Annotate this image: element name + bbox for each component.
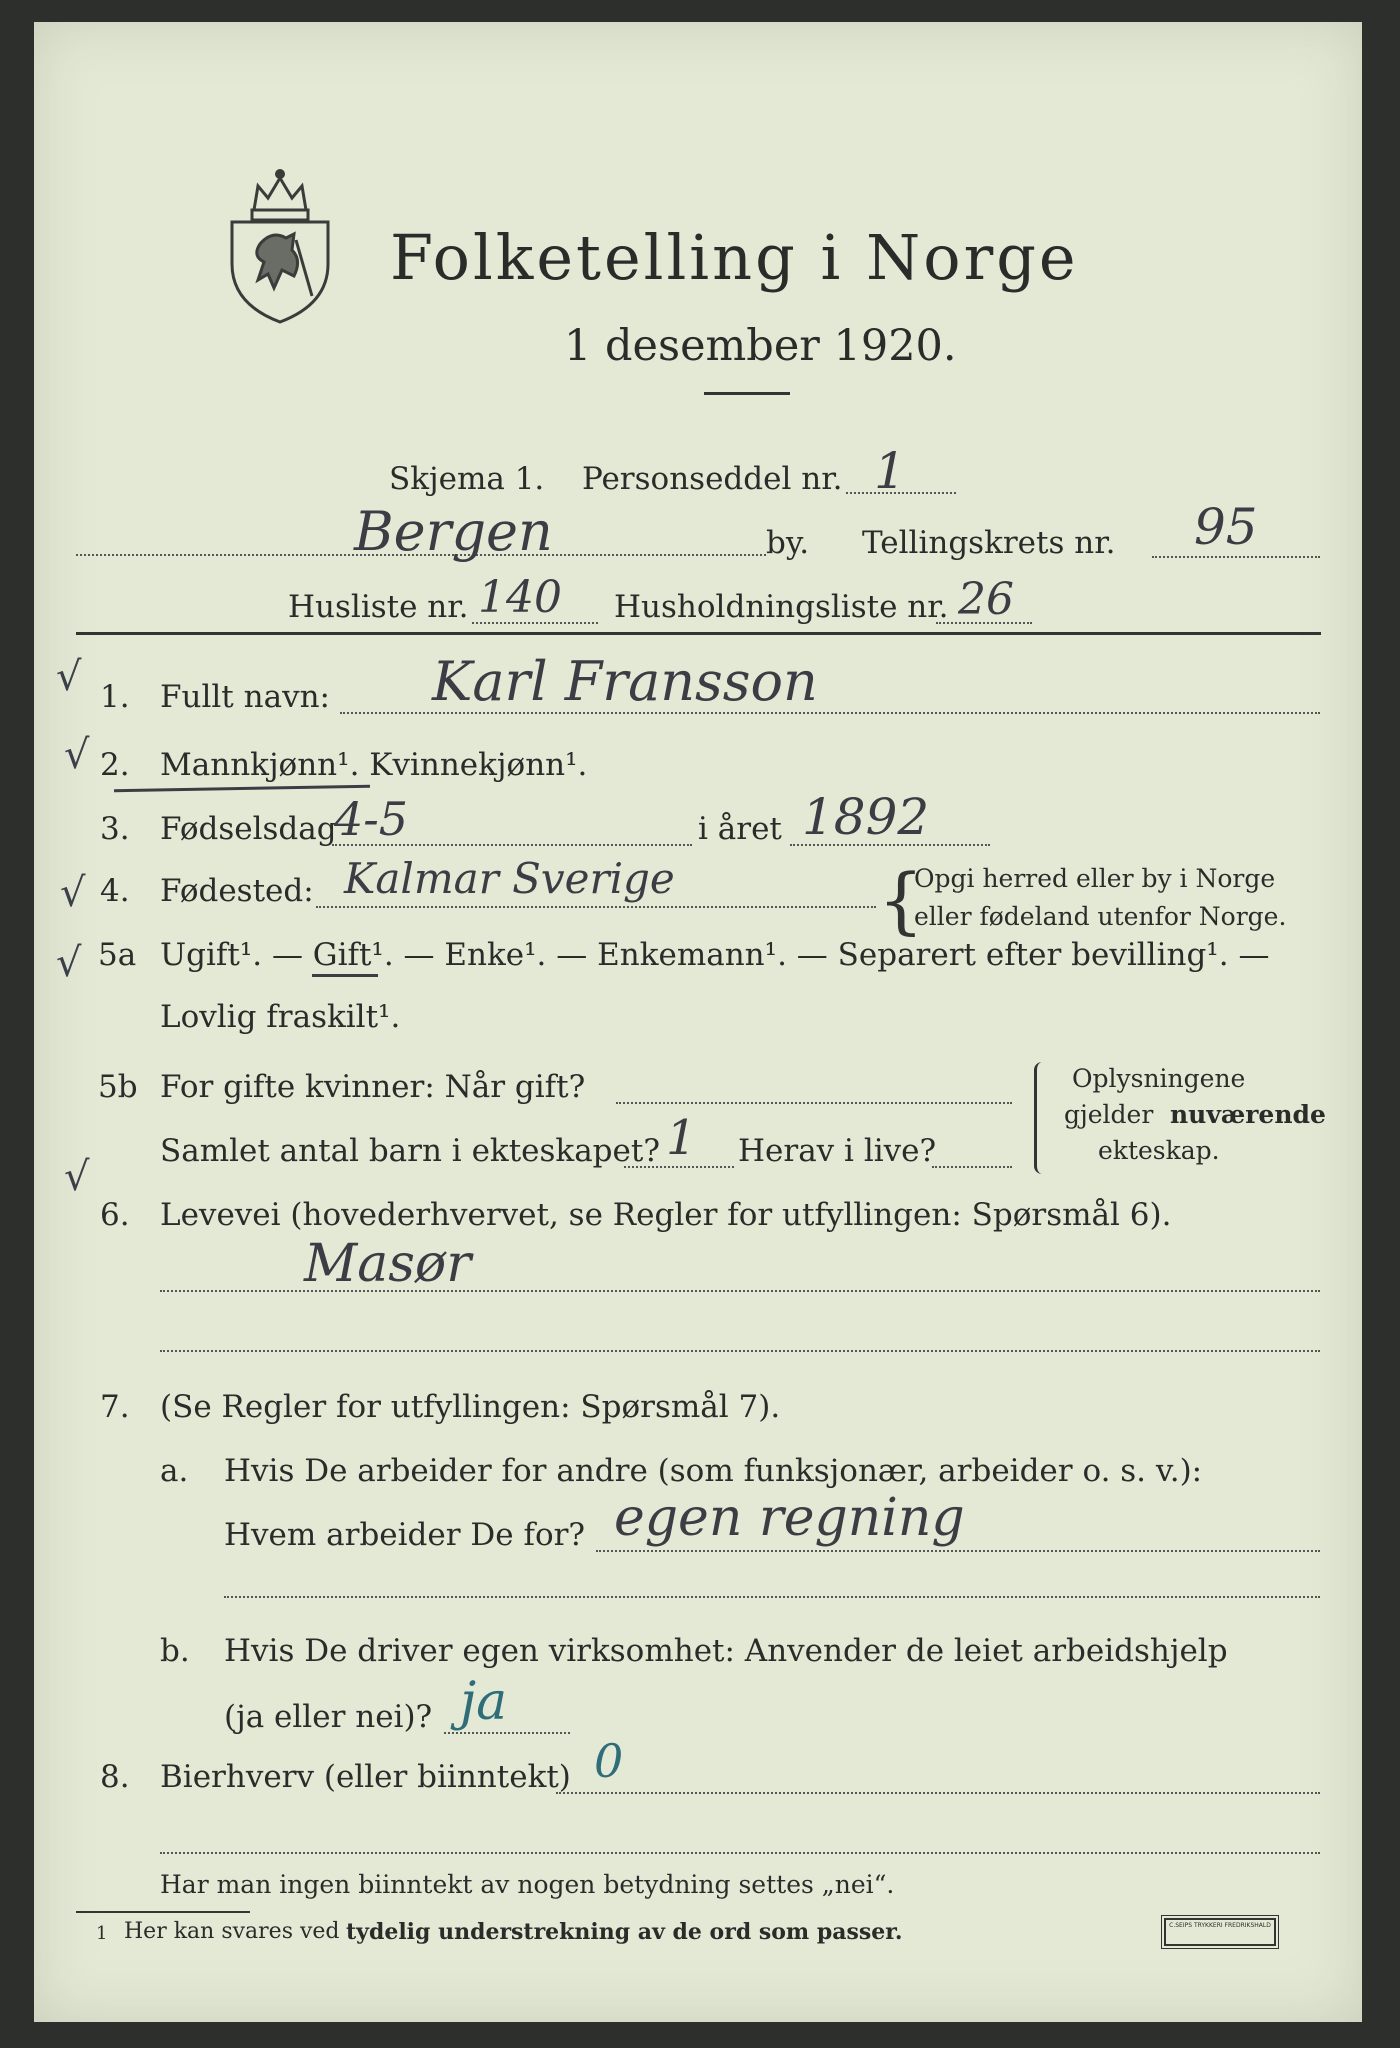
section-rule <box>76 632 1321 635</box>
q3-label: Fødselsdag <box>160 811 337 847</box>
footnote-text-b: tydelig understrekning av de ord som passer. <box>346 1919 903 1945</box>
q2-label: Mannkjønn¹. Kvinnekjønn¹. <box>160 747 588 783</box>
form-title: Folketelling i Norge <box>390 221 1079 294</box>
q3-day-value: 4-5 <box>334 792 409 846</box>
tellingskrets-label: Tellingskrets nr. <box>862 525 1116 561</box>
q4-note-line1: Opgi herred eller by i Norge <box>914 864 1276 893</box>
q7-number: 7. <box>100 1389 130 1425</box>
q8-note: Har man ingen biinntekt av nogen betydning settes „nei“. <box>160 1870 895 1899</box>
q5b-barn-value: 1 <box>666 1110 697 1166</box>
check-mark-1: √ <box>56 654 82 700</box>
tellingskrets-field[interactable] <box>1152 556 1320 558</box>
q6-value: Masør <box>304 1234 472 1294</box>
tellingskrets-value: 95 <box>1194 498 1258 556</box>
q5b-herav-field[interactable] <box>932 1166 1012 1168</box>
q4-note-brace: { <box>878 858 924 942</box>
footnote-mark: 1 <box>96 1923 108 1944</box>
q5a-line1: Ugift¹. — Gift¹. — Enke¹. — Enkemann¹. — Separert efter bevilling¹. — <box>160 937 1270 973</box>
q1-value: Karl Fransson <box>432 650 818 713</box>
q7b-line2: (ja eller nei)? <box>224 1699 433 1735</box>
q8-number: 8. <box>100 1759 130 1795</box>
q7a-letter: a. <box>160 1453 189 1489</box>
q5b-note-bracket <box>1034 1062 1047 1174</box>
personseddel-value: 1 <box>874 442 906 500</box>
q7b-field[interactable] <box>444 1732 570 1734</box>
q7a-field-line2[interactable] <box>224 1596 1320 1598</box>
q7a-field-line1[interactable] <box>596 1550 1320 1552</box>
q5a-line2: Lovlig fraskilt¹. <box>160 999 401 1035</box>
q5b-note-line1: Oplysningene <box>1072 1064 1246 1093</box>
q7b-value: ja <box>460 1672 508 1732</box>
husholdningsliste-label: Husholdningsliste nr. <box>614 589 949 625</box>
q6-number: 6. <box>100 1197 130 1233</box>
q5a-number: 5a <box>98 937 137 973</box>
by-label: by. <box>766 525 810 561</box>
q1-label: Fullt navn: <box>160 679 330 715</box>
q5b-note-line2a: gjelder <box>1064 1100 1154 1129</box>
q7b-line1: Hvis De driver egen virksomhet: Anvender de leiet arbeidshjelp <box>224 1633 1228 1669</box>
q5b-note-line2b: nuværende <box>1170 1100 1326 1129</box>
check-mark-6: √ <box>64 1154 90 1200</box>
q8-label: Bierhverv (eller biinntekt) <box>160 1759 571 1795</box>
q5b-number: 5b <box>98 1069 138 1105</box>
q1-number: 1. <box>100 679 130 715</box>
q7a-line1: Hvis De arbeider for andre (som funksjonær, arbeider o. s. v.): <box>224 1453 1203 1489</box>
q7-label: (Se Regler for utfyllingen: Spørsmål 7). <box>160 1389 781 1425</box>
q5b-barn-field[interactable] <box>624 1166 734 1168</box>
q4-note-line2: eller fødeland utenfor Norge. <box>914 902 1287 931</box>
q3-year-label: i året <box>698 811 782 847</box>
personseddel-label: Personseddel nr. <box>582 461 843 497</box>
q8-field-line2[interactable] <box>160 1852 1320 1854</box>
check-mark-4: √ <box>60 870 86 916</box>
q8-field-line1[interactable] <box>556 1792 1320 1794</box>
husliste-label: Husliste nr. <box>288 589 469 625</box>
title-divider <box>704 392 790 395</box>
q4-field[interactable] <box>316 906 876 908</box>
city-value: Bergen <box>354 500 553 563</box>
census-form <box>34 22 1362 2022</box>
q5b-line2-label: Samlet antal barn i ekteskapet? <box>160 1133 660 1169</box>
q3-number: 3. <box>100 811 130 847</box>
q4-value: Kalmar Sverige <box>344 854 675 903</box>
footnote-rule <box>76 1911 250 1913</box>
q6-label: Levevei (hovederhvervet, se Regler for utfyllingen: Spørsmål 6). <box>160 1197 1172 1233</box>
q5a-underline-gift <box>312 974 378 977</box>
q7a-line2: Hvem arbeider De for? <box>224 1517 586 1553</box>
check-mark-5a: √ <box>56 940 82 986</box>
printer-stamp-text: C.SEIPS TRYKKERI FREDRIKSHALD <box>1169 1922 1271 1929</box>
q7a-value: egen regning <box>614 1488 965 1548</box>
q2-underline-mannkjonn <box>114 785 370 792</box>
q3-year-value: 1892 <box>802 788 930 846</box>
q4-label: Fødested: <box>160 873 314 909</box>
q5b-herav-label: Herav i live? <box>738 1133 937 1169</box>
q6-field-line2[interactable] <box>160 1350 1320 1352</box>
printer-stamp <box>1164 1918 1276 1946</box>
q5b-nar-gift-field[interactable] <box>616 1102 1012 1104</box>
norwegian-coat-of-arms <box>224 164 336 324</box>
q5b-note-line3: ekteskap. <box>1098 1136 1220 1165</box>
q2-number: 2. <box>100 747 130 783</box>
q5b-line1-label: For gifte kvinner: Når gift? <box>160 1069 586 1105</box>
husliste-value: 140 <box>478 572 562 623</box>
skjema-label: Skjema 1. <box>389 461 545 497</box>
q4-number: 4. <box>100 873 130 909</box>
q7b-letter: b. <box>160 1633 190 1669</box>
check-mark-2: √ <box>64 732 90 778</box>
q8-value: 0 <box>594 1734 624 1788</box>
footnote-text-a: Her kan svares ved <box>124 1919 340 1944</box>
census-date: 1 desember 1920. <box>564 321 957 371</box>
husholdningsliste-value: 26 <box>958 574 1014 625</box>
